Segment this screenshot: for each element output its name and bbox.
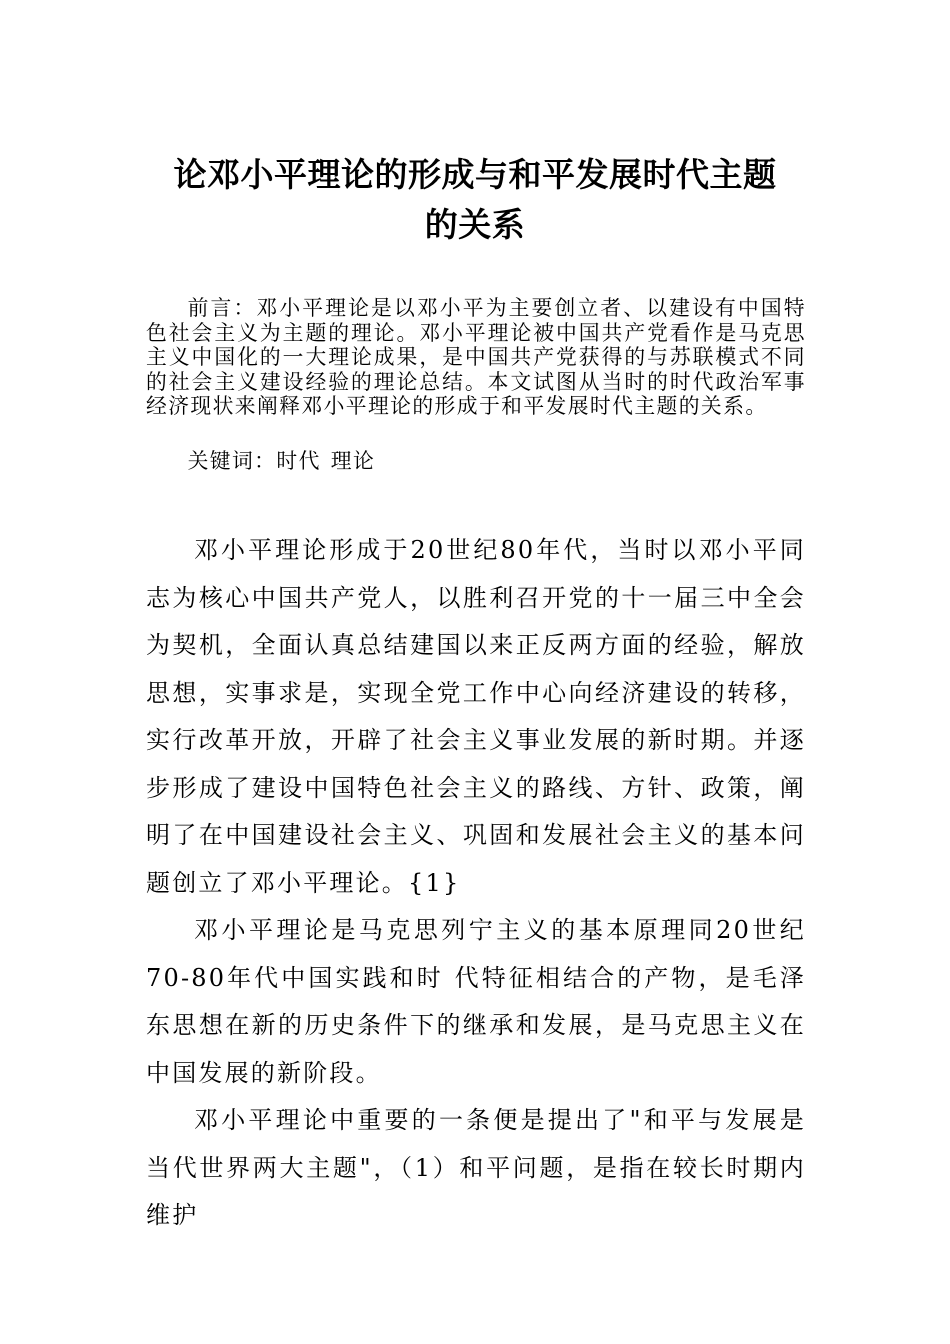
document-title bbox=[140, 150, 810, 250]
body-paragraph-2: 邓小平理论是马克思列宁主义的基本原理同20世纪70-80年代中国实践和时 代特征相结合的产物，是毛泽东思想在新的历史条件下的继承和发展，是马克思主义在中国发展的新阶段。 bbox=[146, 916, 806, 1087]
keyword: 理论 bbox=[330, 449, 376, 473]
body-paragraph-3: 邓小平理论中重要的一条便是提出了"和平与发展是当代世界两大主题"，（1）和平问题，是指在较长时期内维护 bbox=[146, 1106, 806, 1229]
body-text bbox=[146, 527, 806, 1240]
body-paragraph-1: 邓小平理论形成于20世纪80年代，当时以邓小平同志为核心中国共产党人，以胜利召开党的十一届三中全会为契机，全面认真总结建国以来正反两方面的经验，解放思想，实事求是，实现全党工作中心向经济建设的转移，实行改革开放，开辟了社会主义事业发展的新时期。并逐步形成了建设中国特色社会主义的路线、方针、政策，阐明了在中国建设社会主义、巩固和发展社会主义的基本问题创立了邓小平理论。{1} bbox=[146, 536, 806, 897]
keyword: 时代 bbox=[276, 449, 321, 473]
keywords-line bbox=[146, 449, 806, 474]
abstract-paragraph: 前言：邓小平理论是以邓小平为主要创立者、以建设有中国特色社会主义为主题的理论。邓小平理论被中国共产党看作是马克思主义中国化的一大理论成果，是中国共产党获得的与苏联模式不同的社会主义建设经验的理论总结。本文试图从当时的时代政治军事经济现状来阐释邓小平理论的形成于和平发展时代主题的关系。 bbox=[146, 296, 806, 418]
title-line-2: 的关系 bbox=[424, 205, 526, 244]
title-line-1: 论邓小平理论的形成与和平发展时代主题 bbox=[173, 155, 777, 194]
keywords-label: 关键词： bbox=[187, 449, 277, 473]
